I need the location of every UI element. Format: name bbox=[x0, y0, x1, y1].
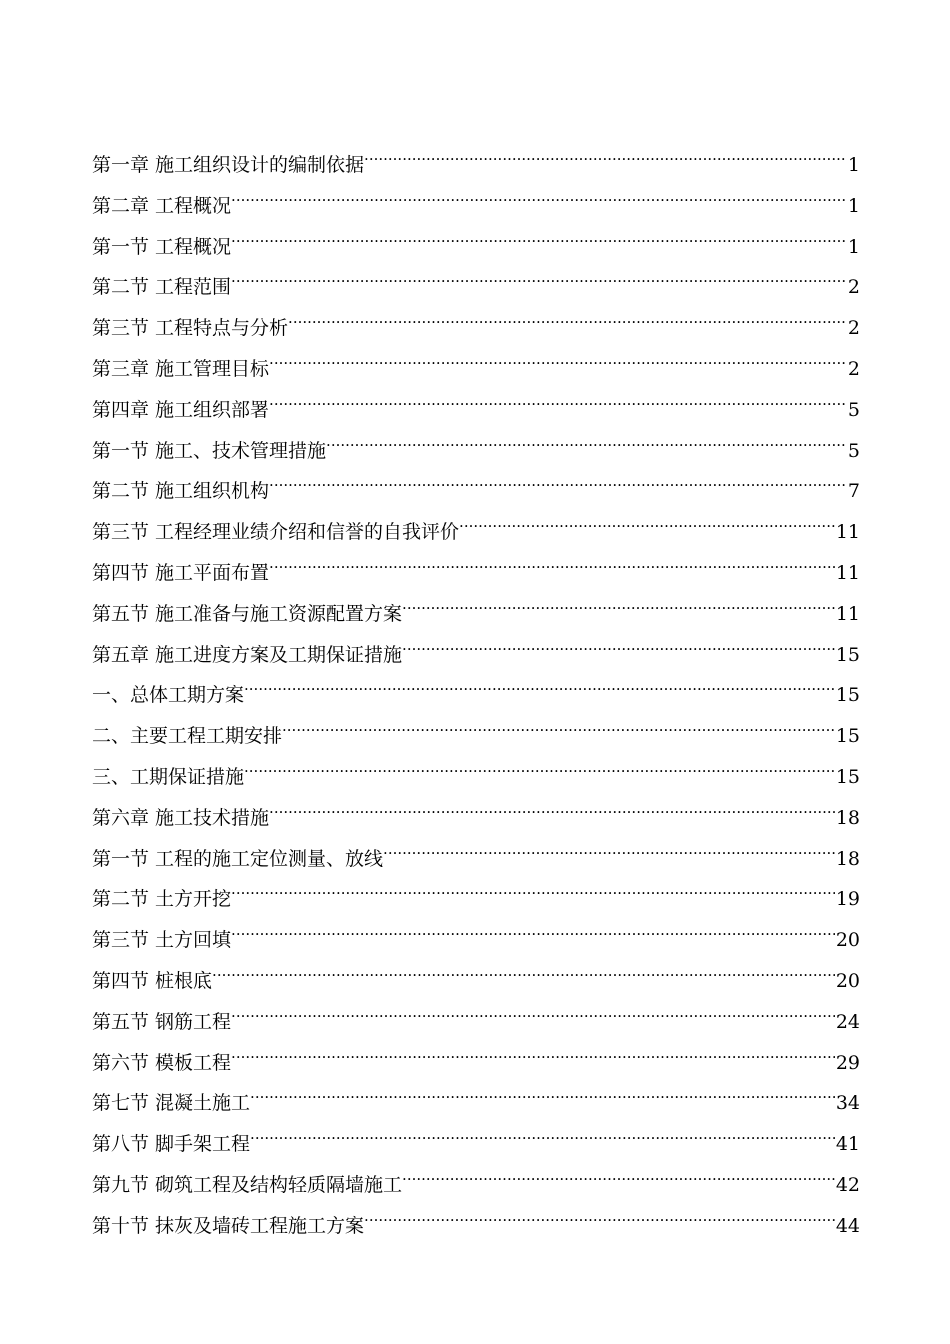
toc-entry-page-number: 11 bbox=[835, 602, 860, 625]
toc-entry-title: 第五节 施工准备与施工资源配置方案 bbox=[92, 602, 403, 625]
toc-entry-title: 第十节 抹灰及墙砖工程施工方案 bbox=[92, 1214, 365, 1237]
toc-dot-leader bbox=[231, 873, 835, 914]
toc-dot-leader bbox=[231, 180, 847, 221]
toc-dot-leader bbox=[383, 833, 835, 874]
toc-dot-leader bbox=[269, 465, 847, 506]
table-of-contents bbox=[92, 145, 860, 1247]
toc-dot-leader bbox=[459, 506, 835, 547]
toc-entry-title: 第二节 工程范围 bbox=[92, 276, 232, 299]
toc-dot-leader bbox=[364, 1200, 835, 1241]
toc-entry-title: 第三节 工程特点与分析 bbox=[92, 317, 289, 340]
toc-entry-title: 第二章 工程概况 bbox=[92, 194, 232, 217]
toc-dot-leader bbox=[250, 1077, 835, 1118]
toc-entry-title: 第一节 工程的施工定位测量、放线 bbox=[92, 847, 384, 870]
toc-entry-page-number: 42 bbox=[835, 1173, 860, 1196]
toc-entry-page-number: 1 bbox=[847, 235, 860, 258]
toc-entry-page-number: 18 bbox=[835, 847, 860, 870]
toc-entry-title: 第四节 桩根底 bbox=[92, 969, 213, 992]
toc-entry-title: 第八节 脚手架工程 bbox=[92, 1133, 251, 1156]
toc-entry-page-number: 2 bbox=[847, 317, 860, 340]
toc-dot-leader bbox=[231, 914, 835, 955]
toc-entry-title: 第三节 工程经理业绩介绍和信誉的自我评价 bbox=[92, 521, 460, 544]
toc-entry-title: 第二节 施工组织机构 bbox=[92, 480, 270, 503]
toc-entry-page-number: 18 bbox=[835, 806, 860, 829]
toc-entry-title: 第三章 施工管理目标 bbox=[92, 357, 270, 380]
toc-entry-title: 第九节 砌筑工程及结构轻质隔墙施工 bbox=[92, 1173, 403, 1196]
toc-dot-leader bbox=[269, 384, 847, 425]
toc-dot-leader bbox=[288, 302, 847, 343]
toc-entry-page-number: 29 bbox=[835, 1051, 860, 1074]
toc-entry-page-number: 24 bbox=[835, 1010, 860, 1033]
toc-entry-page-number: 2 bbox=[847, 357, 860, 380]
toc-dot-leader bbox=[244, 669, 835, 710]
toc-dot-leader bbox=[212, 955, 835, 996]
toc-entry-title: 第五节 钢筋工程 bbox=[92, 1010, 232, 1033]
toc-entry-page-number: 11 bbox=[835, 521, 860, 544]
toc-entry-page-number: 7 bbox=[847, 480, 860, 503]
toc-entry-title: 第六节 模板工程 bbox=[92, 1051, 232, 1074]
toc-entry-title: 一、总体工期方案 bbox=[92, 684, 245, 707]
toc-dot-leader bbox=[231, 221, 847, 262]
toc-entry-page-number: 1 bbox=[847, 154, 860, 176]
toc-entry-page-number: 5 bbox=[847, 439, 860, 462]
toc-entry-page-number: 5 bbox=[847, 398, 860, 421]
toc-entry-title: 三、工期保证措施 bbox=[92, 765, 245, 788]
toc-dot-leader bbox=[244, 751, 835, 792]
toc-dot-leader bbox=[269, 343, 847, 384]
toc-entry-title: 第四章 施工组织部署 bbox=[92, 398, 270, 421]
toc-entry-title: 第一章 施工组织设计的编制依据 bbox=[92, 154, 365, 176]
toc-entry-page-number: 15 bbox=[835, 643, 860, 666]
toc-entry-page-number: 20 bbox=[835, 969, 860, 992]
toc-dot-leader bbox=[250, 1118, 835, 1159]
toc-entry-page-number: 11 bbox=[835, 561, 860, 584]
toc-entry-page-number: 1 bbox=[847, 194, 860, 217]
toc-dot-leader bbox=[402, 588, 835, 629]
toc-entry-title: 第二节 土方开挖 bbox=[92, 888, 232, 911]
toc-dot-leader bbox=[326, 425, 847, 466]
toc-entry-title: 二、主要工程工期安排 bbox=[92, 725, 283, 748]
toc-entry-title: 第一节 施工、技术管理措施 bbox=[92, 439, 327, 462]
toc-dot-leader bbox=[364, 139, 847, 180]
toc-entry-page-number: 15 bbox=[835, 725, 860, 748]
toc-entry-title: 第一节 工程概况 bbox=[92, 235, 232, 258]
toc-entry-page-number: 44 bbox=[835, 1214, 860, 1237]
toc-dot-leader bbox=[282, 710, 835, 751]
toc-entry-title: 第四节 施工平面布置 bbox=[92, 561, 270, 584]
toc-entry-title: 第七节 混凝土施工 bbox=[92, 1092, 251, 1115]
toc-entry-title: 第三节 土方回填 bbox=[92, 929, 232, 952]
toc-entry-page-number: 15 bbox=[835, 765, 860, 788]
toc-entry-page-number: 15 bbox=[835, 684, 860, 707]
toc-dot-leader bbox=[402, 629, 835, 670]
toc-entry-title: 第六章 施工技术措施 bbox=[92, 806, 270, 829]
toc-dot-leader bbox=[402, 1159, 835, 1200]
toc-entry-page-number: 34 bbox=[835, 1092, 860, 1115]
toc-dot-leader bbox=[231, 261, 847, 302]
toc-entry-page-number: 19 bbox=[835, 888, 860, 911]
toc-dot-leader bbox=[231, 1037, 835, 1078]
toc-entry-page-number: 2 bbox=[847, 276, 860, 299]
toc-entry-page-number: 20 bbox=[835, 929, 860, 952]
toc-dot-leader bbox=[269, 547, 835, 588]
toc-dot-leader bbox=[231, 996, 835, 1037]
toc-entry-title: 第五章 施工进度方案及工期保证措施 bbox=[92, 643, 403, 666]
toc-entry-page-number: 41 bbox=[835, 1133, 860, 1156]
toc-entry[interactable] bbox=[92, 1206, 860, 1247]
toc-dot-leader bbox=[269, 792, 835, 833]
